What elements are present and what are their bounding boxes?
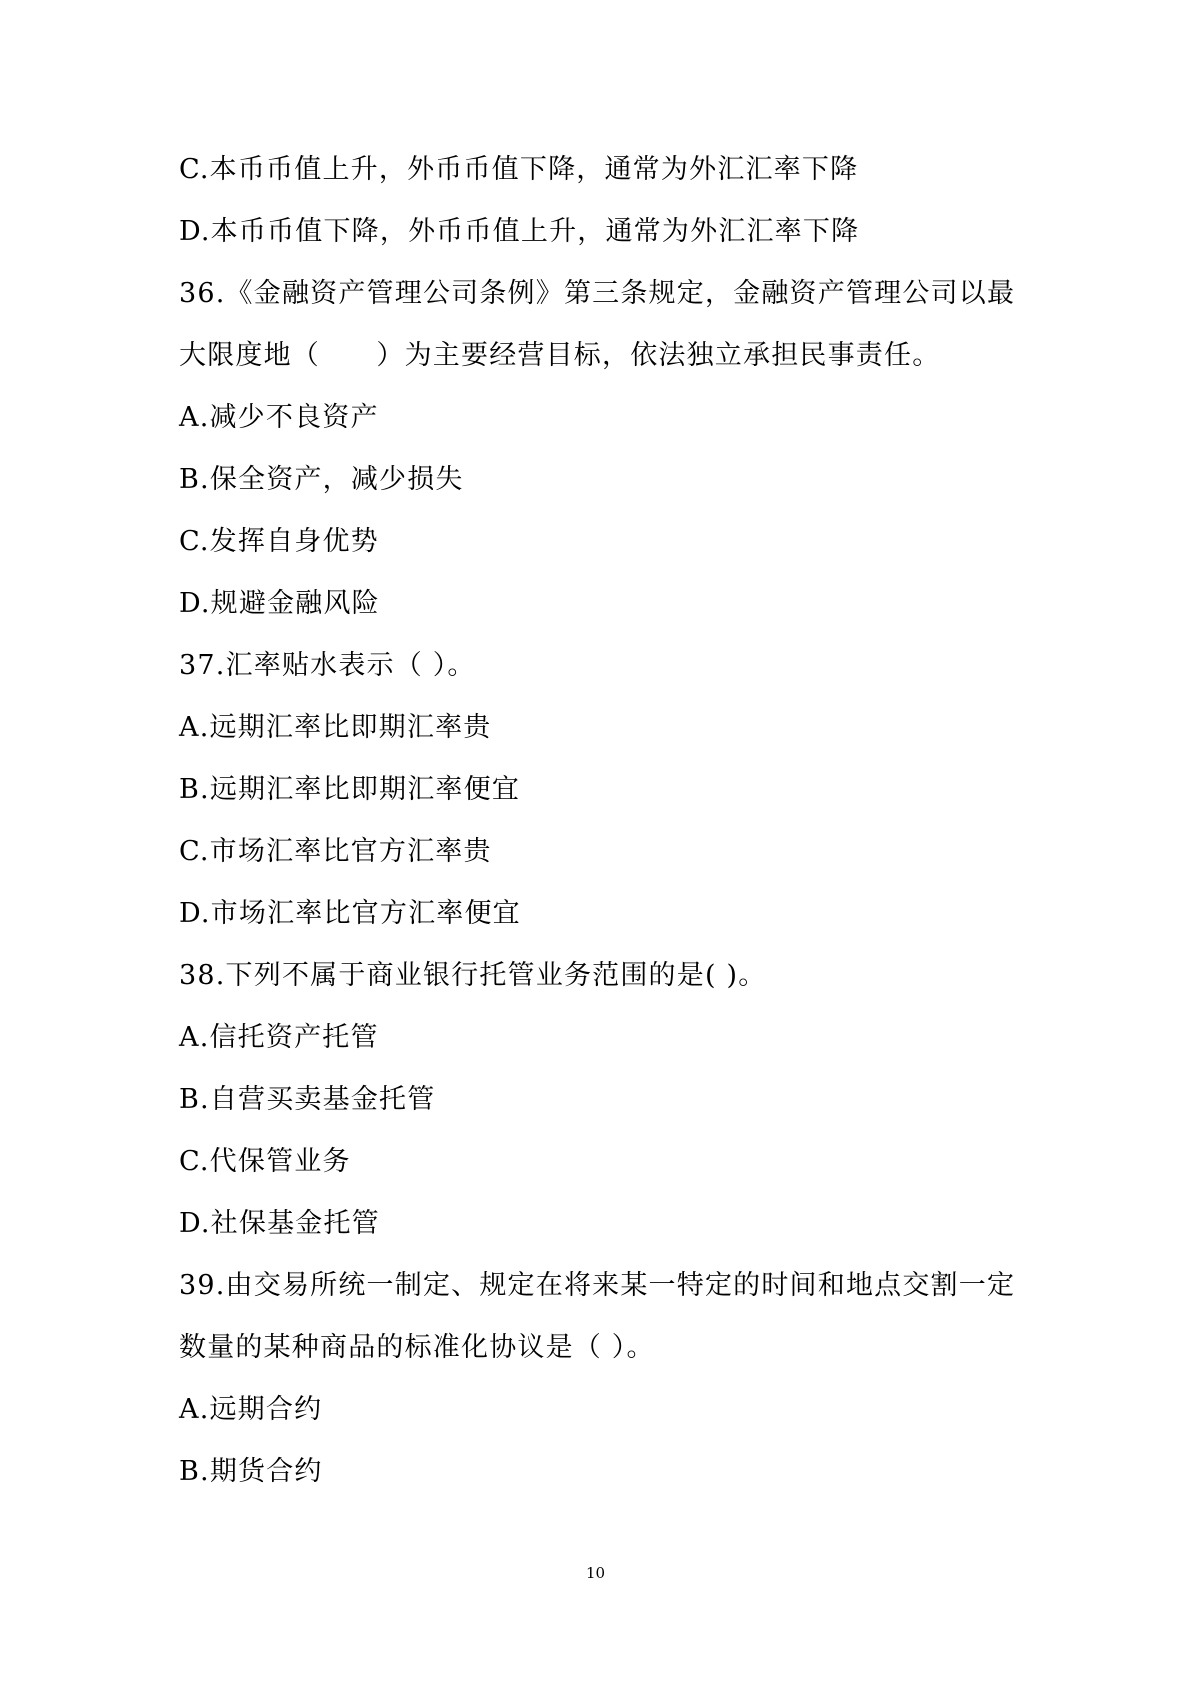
option-c-q38: C.代保管业务 — [179, 1146, 351, 1177]
option-a-q37: A.远期汇率比即期汇率贵 — [179, 712, 492, 743]
question-39-line-1: 39.由交易所统一制定、规定在将来某一特定的时间和地点交割一定 — [179, 1270, 1016, 1301]
option-a-q38: A.信托资产托管 — [179, 1022, 379, 1053]
option-c-q35: C.本币币值上升，外币币值下降，通常为外汇汇率下降 — [179, 154, 859, 185]
question-39-line-2: 数量的某种商品的标准化协议是（ ）。 — [179, 1332, 655, 1363]
page-number: 10 — [585, 1564, 606, 1582]
option-d-q36: D.规避金融风险 — [179, 588, 380, 619]
option-b-q38: B.自营买卖基金托管 — [179, 1084, 436, 1115]
option-b-q39: B.期货合约 — [179, 1456, 323, 1487]
option-c-q37: C.市场汇率比官方汇率贵 — [179, 836, 492, 867]
question-36-line-1: 36.《金融资产管理公司条例》第三条规定，金融资产管理公司以最 — [179, 278, 1016, 309]
option-d-q35: D.本币币值下降，外币币值上升，通常为外汇汇率下降 — [179, 216, 860, 247]
option-b-q36: B.保全资产，减少损失 — [179, 464, 464, 495]
question-36-line-2: 大限度地（ ）为主要经营目标，依法独立承担民事责任。 — [179, 340, 941, 371]
option-a-q39: A.远期合约 — [179, 1394, 323, 1425]
question-37: 37.汇率贴水表示（ ）。 — [179, 650, 476, 681]
option-d-q38: D.社保基金托管 — [179, 1208, 380, 1239]
option-c-q36: C.发挥自身优势 — [179, 526, 379, 557]
option-d-q37: D.市场汇率比官方汇率便宜 — [179, 898, 521, 929]
option-a-q36: A.减少不良资产 — [179, 402, 379, 433]
question-38: 38.下列不属于商业银行托管业务范围的是( )。 — [179, 960, 767, 991]
option-b-q37: B.远期汇率比即期汇率便宜 — [179, 774, 521, 805]
